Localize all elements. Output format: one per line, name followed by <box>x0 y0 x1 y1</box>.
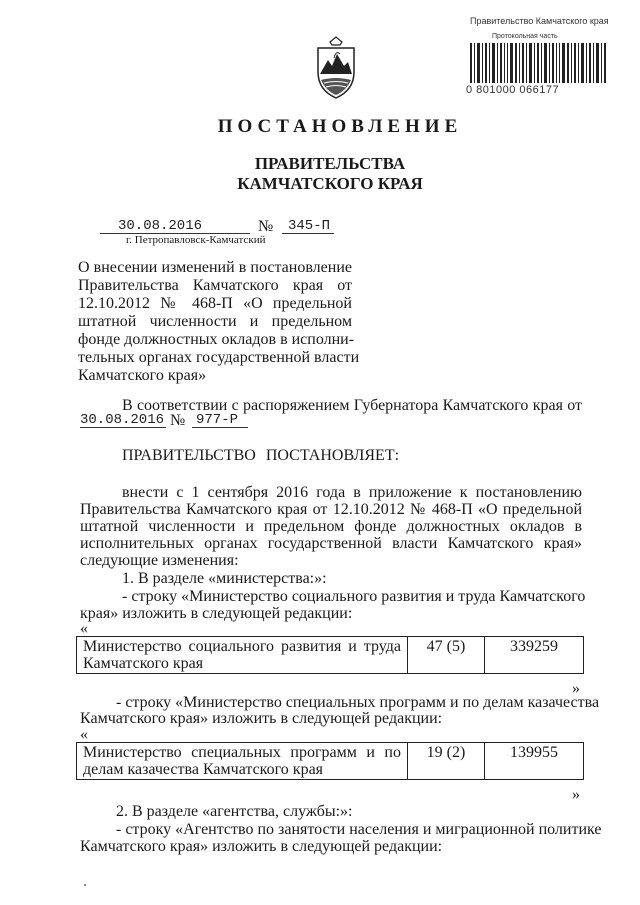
close-quote: » <box>572 786 580 803</box>
scan-speck <box>84 884 86 886</box>
cell-name-line: делам казачества Камчатского края <box>83 761 324 778</box>
document-city: г. Петропавловск-Камчатский <box>126 234 266 246</box>
body-intro-line: внести с 1 сентября 2016 года в приложение к постановлению <box>122 484 582 501</box>
body-intro-line: исполнительных органах государственной власти Камчатского края» <box>80 535 582 552</box>
subject-line: штатной численности и предельном <box>78 313 352 330</box>
open-quote: « <box>80 726 88 743</box>
document-number: 345-П <box>288 218 331 234</box>
section-2-heading: 2. В разделе «агентства, службы:»: <box>116 803 353 820</box>
preamble-number: 977-Р <box>196 412 239 428</box>
preamble-number-underline <box>192 427 248 428</box>
table-cell-staff: 19 (2) <box>408 743 485 780</box>
preamble-number-sign: № <box>170 412 186 429</box>
section-1-heading: 1. В разделе «министерства:»: <box>122 570 327 587</box>
cell-name-line: Камчатского края <box>83 655 204 672</box>
open-quote: « <box>80 620 88 637</box>
body-intro-line: Правительства Камчатского края от 12.10.2012 № 468-П «О предельной <box>80 501 582 518</box>
table-row <box>77 743 584 780</box>
subject-line: Камчатского края» <box>78 367 207 384</box>
resolves-heading: ПРАВИТЕЛЬСТВО ПОСТАНОВЛЯЕТ: <box>122 447 400 464</box>
item-1-line: - строку «Министерство социального развития и труда Камчатского <box>122 588 586 605</box>
cell-name-line: Министерство специальных программ и по <box>83 744 401 761</box>
subject-line: 12.10.2012 № 468-П «О предельной <box>78 295 352 312</box>
subject-line: Правительства Камчатского края от <box>78 277 352 294</box>
table-cell-fund: 339259 <box>485 637 584 674</box>
document-date: 30.08.2016 <box>118 218 203 234</box>
issuer-line-1: ПРАВИТЕЛЬСТВА <box>254 154 406 173</box>
item-1-line: края» изложить в следующей редакции: <box>80 605 353 622</box>
table-ministry-social <box>76 636 584 674</box>
stamp-org: Правительство Камчатского края <box>470 16 609 26</box>
subject-line: фонде должностных окладов в исполни- <box>78 331 355 348</box>
number-underline <box>282 233 334 234</box>
cell-name-line: Министерство социального развития и труда <box>83 638 401 655</box>
number-sign: № <box>258 218 274 235</box>
body-intro-line: следующие изменения: <box>80 552 239 569</box>
barcode-image <box>468 43 608 83</box>
item-2-line: - строку «Министерство специальных программ и по делам казачества <box>116 694 600 711</box>
table-ministry-special <box>76 742 584 780</box>
table-cell-fund: 139955 <box>485 743 584 780</box>
document-title: ПОСТАНОВЛЕНИЕ <box>217 116 463 137</box>
preamble-date: 30.08.2016 <box>80 412 165 428</box>
subject-line: тельных органах государственной власти <box>78 349 360 366</box>
item-3-line: Камчатского края» изложить в следующей редакции: <box>80 838 443 855</box>
preamble-line: В соответствии с распоряжением Губернатора Камчатского края от <box>122 397 582 414</box>
table-cell-name <box>77 637 408 674</box>
item-2-line: Камчатского края» изложить в следующей редакции: <box>80 710 443 727</box>
item-3-line: - строку «Агентство по занятости населения и миграционной политике <box>116 821 602 838</box>
subject-line: О внесении изменений в постановление <box>78 259 352 276</box>
issuer-line-2: КАМЧАТСКОГО КРАЯ <box>237 174 423 193</box>
preamble-date-underline <box>80 427 166 428</box>
barcode-number: 0 801000 066177 <box>466 84 560 96</box>
table-row <box>77 637 584 674</box>
body-intro-line: штатной численности и предельном фонде должностных окладов в <box>80 518 582 535</box>
table-cell-name <box>77 743 408 780</box>
stamp-dept: Протокольная часть <box>492 33 558 40</box>
table-cell-staff: 47 (5) <box>408 637 485 674</box>
close-quote: » <box>572 680 580 697</box>
coat-of-arms-emblem <box>310 36 362 100</box>
